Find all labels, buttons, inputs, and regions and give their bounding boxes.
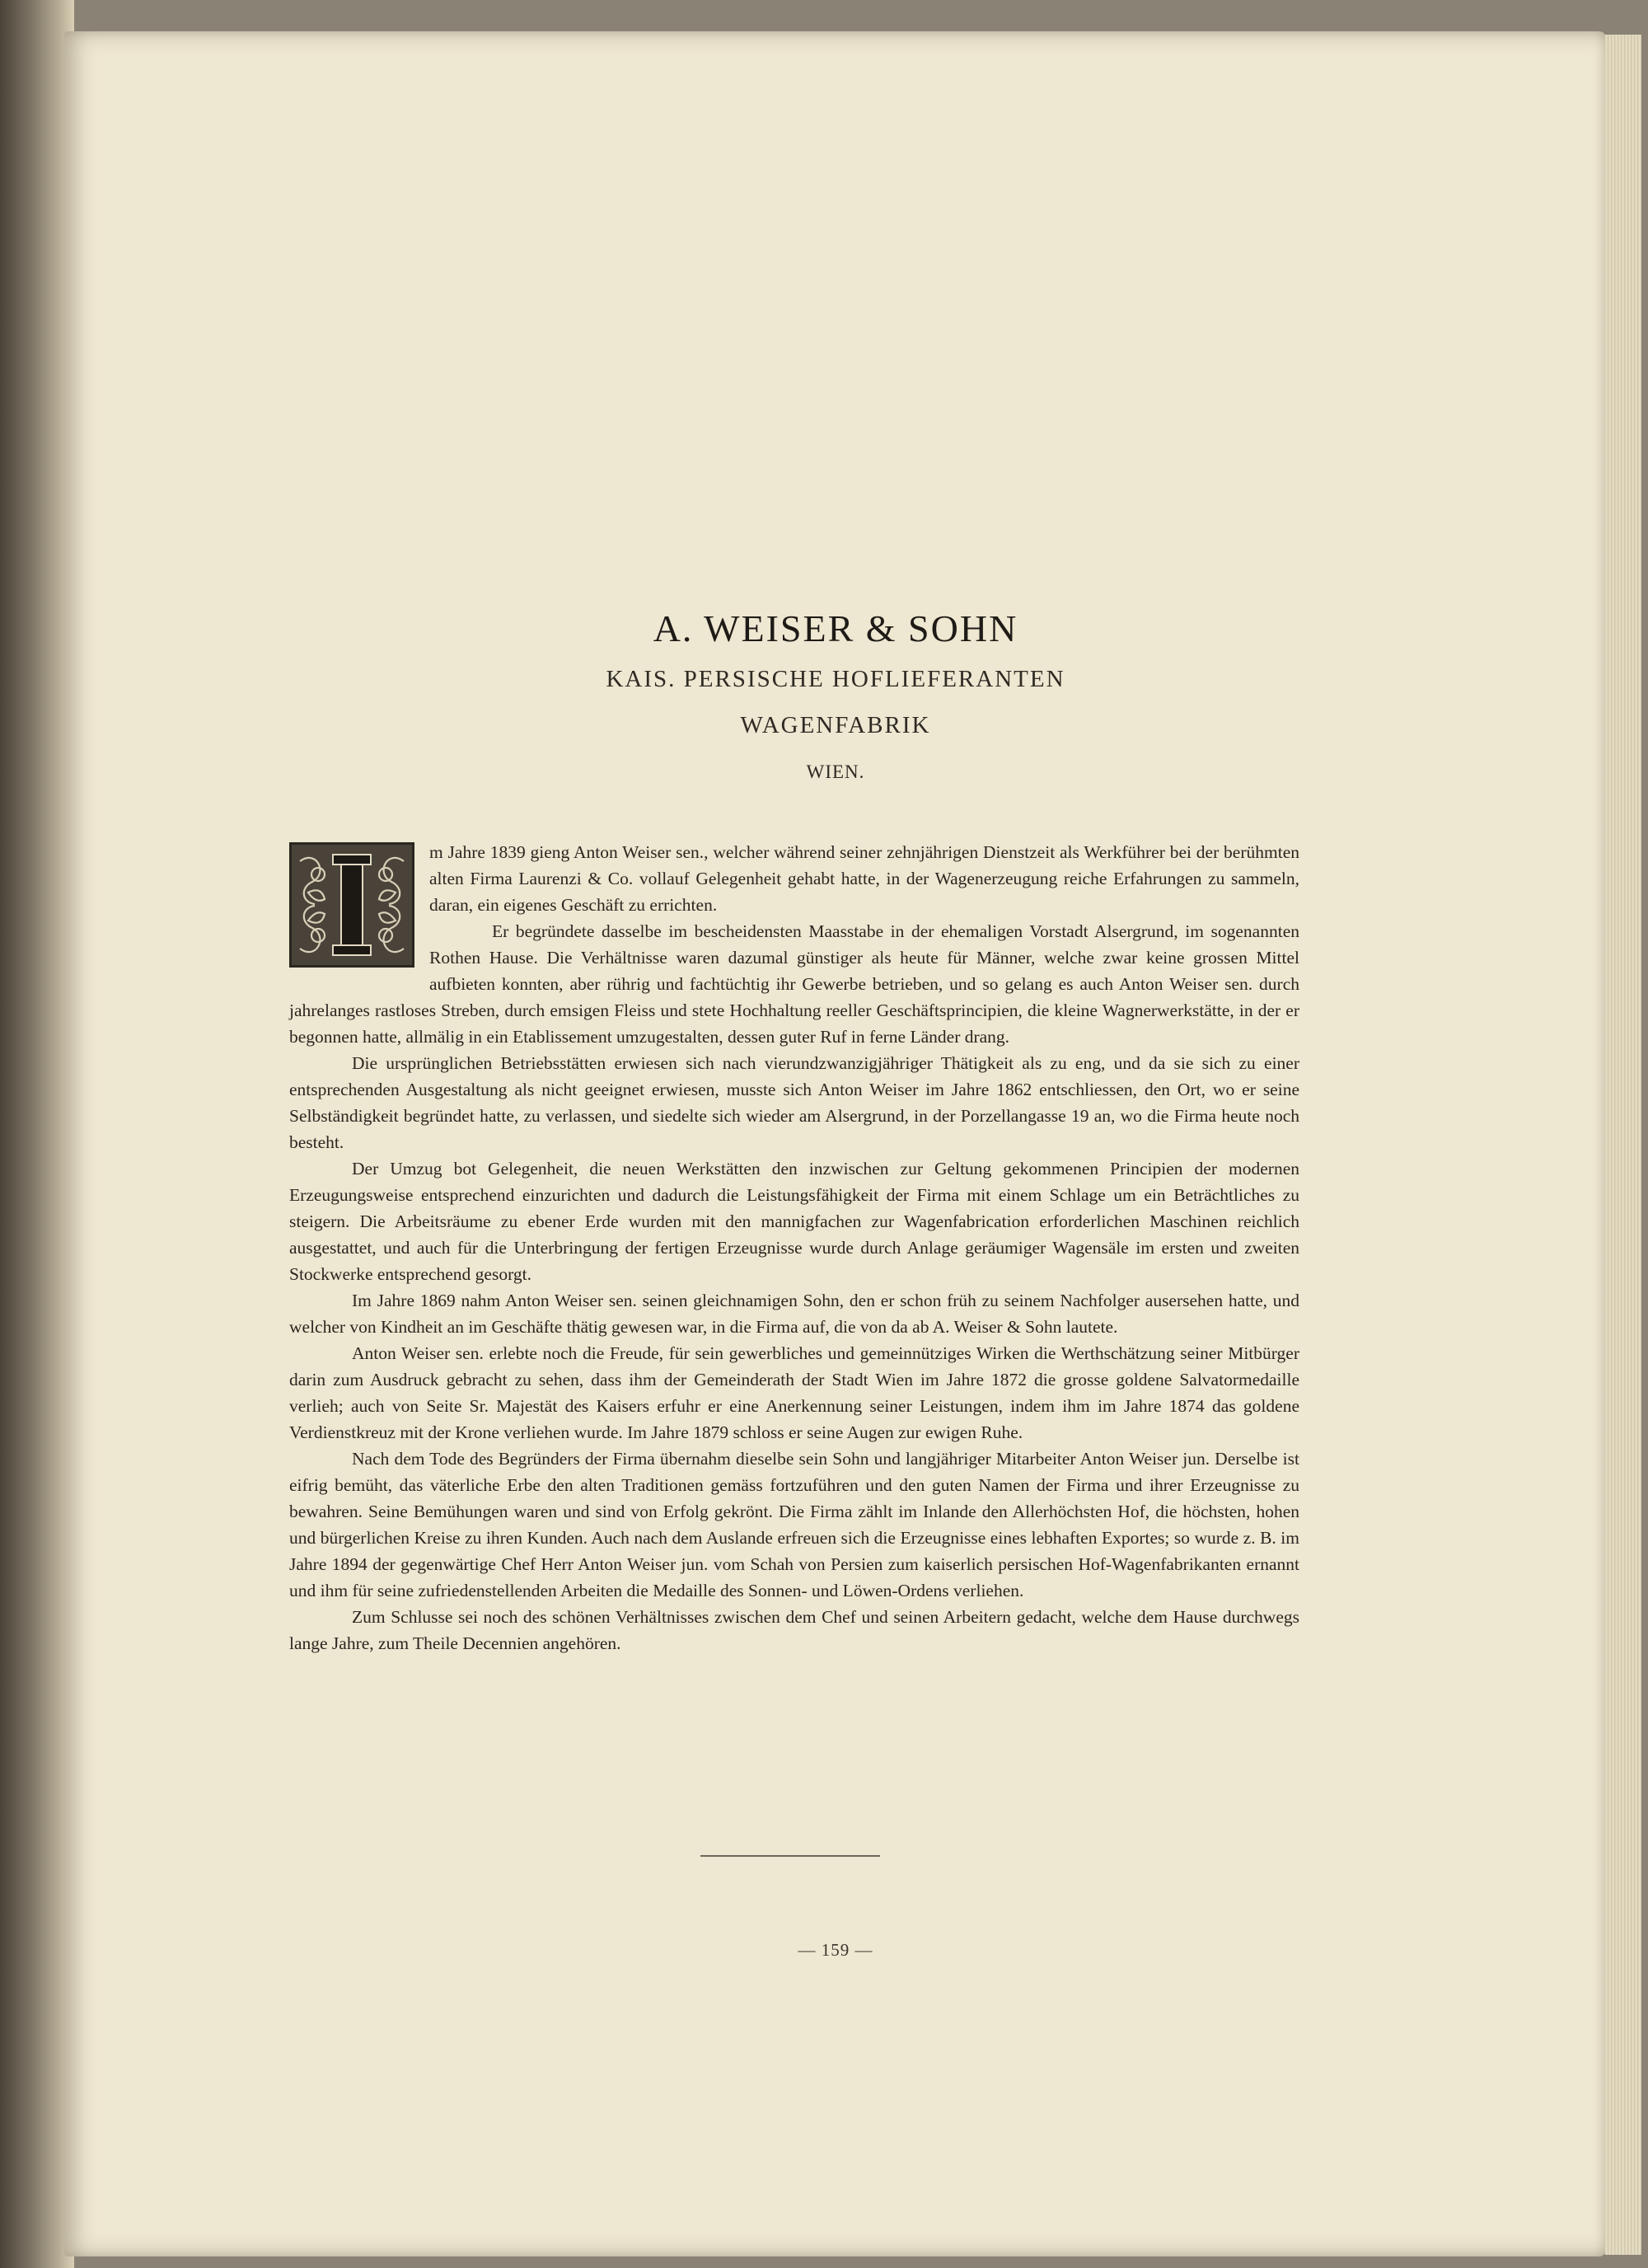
paragraph-3: Die ursprünglichen Betriebsstätten erwiesen sich nach vierundzwanzigjähriger Thätigkeit als zu eng, und da sie sich zu einer entsprechenden Ausgestaltung als nicht geeignet erwiesen, musste sich Anton Weiser im Jahre 1862 entschliessen, den Ort, wo er seine Selbständigkeit begründet hatte, zu verlassen, und siedelte sich wieder am Alsergrund, in der Porzellangasse 19 an, wo die Firma heute noch besteht. bbox=[289, 1053, 1299, 1152]
page-number: — 159 — bbox=[798, 1940, 873, 1960]
paragraph-1-text: m Jahre 1839 gieng Anton Weiser sen., welcher während seiner zehnjährigen Dienstzeit als Werkführer bei der berühmten alten Firma Laurenzi & Co. vollauf Gelegenheit gehabt hatte, in der Wagenerzeugung reiche Erfahrungen zu sammeln, daran, ein eigenes Geschäft zu errichten. bbox=[429, 842, 1299, 915]
paragraph-1 bbox=[289, 839, 1299, 918]
paragraph-5: Im Jahre 1869 nahm Anton Weiser sen. seinen gleichnamigen Sohn, den er schon früh zu seinem Nachfolger ausersehen hatte, und welcher von Kindheit an im Geschäfte thätig gewesen war, in die Firma auf, die von da ab A. Weiser & Sohn lautete. bbox=[289, 1291, 1299, 1337]
article-body bbox=[289, 839, 1299, 1656]
page-edges bbox=[1605, 35, 1641, 2255]
page-city: WIEN. bbox=[806, 761, 865, 782]
paragraph-8: Zum Schlusse sei noch des schönen Verhältnisses zwischen dem Chef und seinen Arbeitern gedacht, welche dem Hause durchwegs lange Jahre, zum Theile Decennien angehören. bbox=[289, 1607, 1299, 1653]
paragraph-4: Der Umzug bot Gelegenheit, die neuen Werkstätten den inzwischen zur Geltung gekommenen Principien der modernen Erzeugungsweise entsprechend einzurichten und dadurch die Leistungsfähigkeit der Firma mit einem Schlage um ein Beträchtliches zu steigern. Die Arbeitsräume zu ebener Erde wurden mit den mannigfachen zur Wagenfabrication erforderlichen Maschinen reichlich ausgestattet, und auch für die Unterbringung der fertigen Erzeugnisse wurde durch Anlage geräumiger Wagensäle im ersten und zweiten Stockwerke entsprechend gesorgt. bbox=[289, 1159, 1299, 1284]
page-subtitle: KAIS. PERSISCHE HOFLIEFERANTEN bbox=[606, 666, 1065, 692]
paragraph-6: Anton Weiser sen. erlebte noch die Freude, für sein gewerbliches und gemeinnütziges Wirken die Werthschätzung seiner Mitbürger darin zum Ausdruck gebracht zu sehen, dass ihm der Gemeinderath der Stadt Wien im Jahre 1872 die grosse goldene Salvatormedaille verlieh; auch von Seite Sr. Majestät des Kaisers erfuhr er eine Anerkennung seiner Leistungen, indem ihm im Jahre 1874 das goldene Verdienstkreuz mit der Krone verliehen wurde. Im Jahre 1879 schloss er seine Augen zur ewigen Ruhe. bbox=[289, 1343, 1299, 1442]
page-subtitle-2: WAGENFABRIK bbox=[740, 712, 931, 738]
book-gutter-shadow bbox=[0, 0, 74, 2268]
end-rule-divider bbox=[700, 1855, 880, 1857]
paragraph-7: Nach dem Tode des Begründers der Firma übernahm dieselbe sein Sohn und langjähriger Mitarbeiter Anton Weiser jun. Derselbe ist eifrig bemüht, das väterliche Erbe den alten Traditionen gemäss fortzuführen und den guten Namen der Firma und ihrer Erzeugnisse zu bewahren. Seine Bemühungen waren und sind von Erfolg gekrönt. Die Firma zählt im Inlande den Allerhöchsten Hof, die höchsten, hohen und bürgerlichen Kreise zu ihren Kunden. Auch nach dem Auslande erfreuen sich die Erzeugnisse eines lebhaften Exportes; so wurde z. B. im Jahre 1894 der gegenwärtige Chef Herr Anton Weiser jun. vom Schah von Persien zum kaiserlich persischen Hof-Wagenfabrikanten ernannt und ihm für seine zufriedenstellenden Arbeiten die Medaille des Sonnen- und Löwen-Ordens verliehen. bbox=[289, 1449, 1299, 1600]
ornamental-dropcap-icon bbox=[289, 842, 414, 968]
paragraph-2: Er begründete dasselbe im bescheidensten Maasstabe in der ehemaligen Vorstadt Alsergrund, im sogenannten Rothen Hause. Die Verhältnisse waren dazumal günstiger als heute für Männer, welche zwar keine grossen Mittel aufbieten konnten, aber rührig und fachtüchtig ihr Gewerbe betrieben, und so gelang es auch Anton Weiser sen. durch jahrelanges rastloses Streben, durch emsigen Fleiss und stete Hochhaltung reeller Geschäftsprincipien, die kleine Wagnerwerkstätte, in der er begonnen hatte, allmälig in ein Etablissement umzugestalten, dessen guter Ruf in ferne Länder drang. bbox=[289, 921, 1299, 1047]
page-title: A. WEISER & SOHN bbox=[653, 607, 1018, 649]
